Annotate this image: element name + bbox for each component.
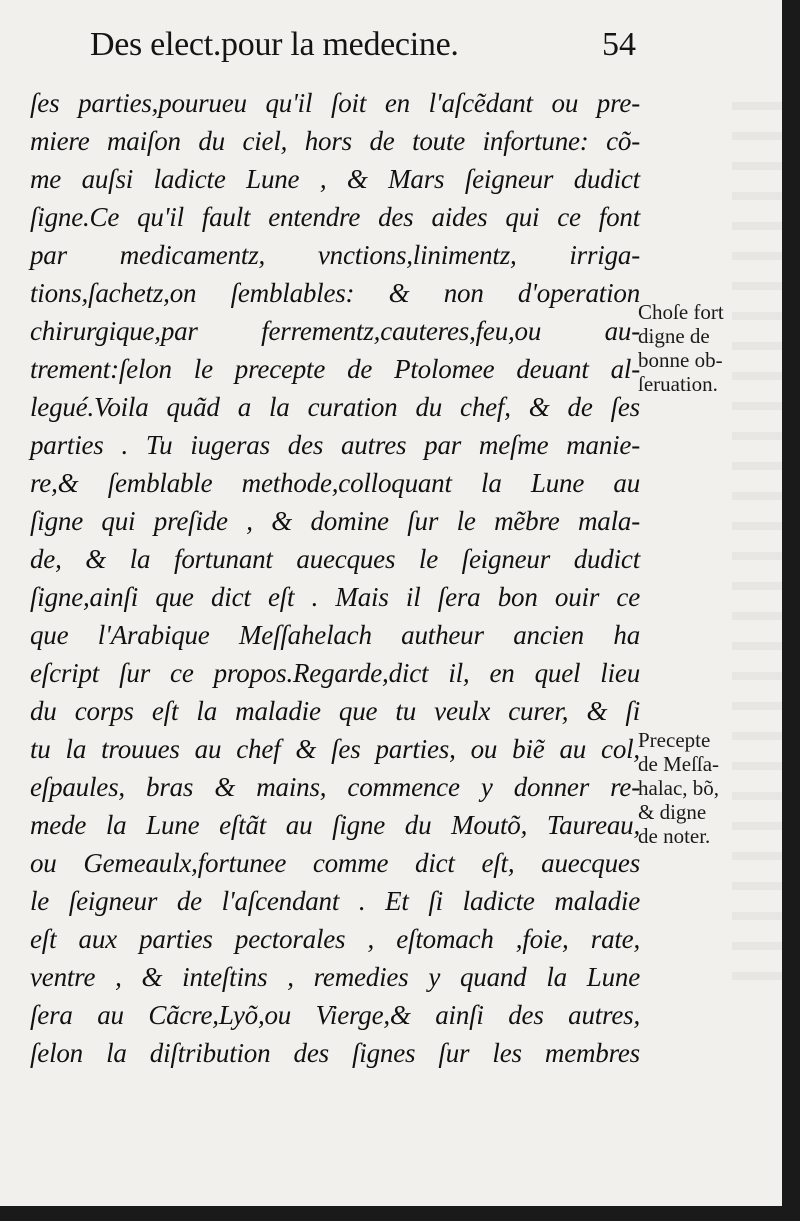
text-line: du corps eſt la maladie que tu veulx curer, & ſi: [30, 696, 640, 726]
text-line: de, & la fortunant auecques le ſeigneur dudict: [30, 544, 640, 574]
text-line: me auſsi ladicte Lune , & Mars ſeigneur dudict: [30, 164, 640, 194]
text-line: parties . Tu iugeras des autres par meſme manie-: [30, 430, 640, 460]
running-header: [90, 26, 670, 74]
margin-note-line: digne de: [638, 324, 710, 348]
text-line: le ſeigneur de l'aſcendant . Et ſi ladicte maladie: [30, 886, 640, 916]
text-line: que l'Arabique Meſſahelach autheur ancien ha: [30, 620, 640, 650]
text-line: ou Gemeaulx,fortunee comme dict eſt, auecques: [30, 848, 640, 878]
margin-note-line: de Meſſa-: [638, 752, 720, 776]
margin-note-line: de noter.: [638, 824, 711, 848]
margin-note-line: bonne ob-: [638, 348, 723, 372]
text-line: ſigne.Ce qu'il fault entendre des aides qui ce font: [30, 202, 640, 232]
text-line: par medicamentz, vnctions,linimentz, irriga-: [30, 240, 640, 270]
margin-note-line: halac, bõ,: [638, 776, 720, 800]
text-line: chirurgique,par ferrementz,cauteres,feu,ou au-: [30, 316, 640, 346]
page-number: 54: [602, 26, 636, 63]
margin-note-line: & digne: [638, 800, 707, 824]
text-line: ſelon la diſtribution des ſignes ſur les membres: [30, 1038, 640, 1068]
body-text: [30, 84, 640, 1072]
text-line: re,& ſemblable methode,colloquant la Lune au: [30, 468, 640, 498]
text-line: eſcript ſur ce propos.Regarde,dict il, en quel lieu: [30, 658, 640, 688]
text-line: mede la Lune eſtãt au ſigne du Moutõ, Taureau,: [30, 810, 640, 840]
margin-note-line: Precepte: [638, 728, 711, 752]
text-line: ſigne qui preſide , & domine ſur le mẽbre mala-: [30, 506, 640, 536]
text-line: tu la trouues au chef & ſes parties, ou biẽ au col,: [30, 734, 640, 764]
text-line: eſpaules, bras & mains, commence y donner re-: [30, 772, 640, 802]
text-line: ventre , & inteſtins , remedies y quand la Lune: [30, 962, 640, 992]
margin-note: [638, 728, 768, 848]
text-line: legué.Voila quãd a la curation du chef, & de ſes: [30, 392, 640, 422]
text-line: miere maiſon du ciel, hors de toute infortune: cõ-: [30, 126, 640, 156]
text-line: tions,ſachetz,on ſemblables: & non d'operation: [30, 278, 640, 308]
margin-note: [638, 300, 768, 396]
text-line: eſt aux parties pectorales , eſtomach ,foie, rate,: [30, 924, 640, 954]
running-title: Des elect.pour la medecine.: [90, 26, 459, 63]
text-line: ſes parties,pourueu qu'il ſoit en l'aſcẽdant ou pre-: [30, 88, 640, 118]
margin-note-line: Choſe fort: [638, 300, 724, 324]
text-line: ſigne,ainſi que dict eſt . Mais il ſera bon ouir ce: [30, 582, 640, 612]
text-line: trement:ſelon le precepte de Ptolomee deuant al-: [30, 354, 640, 384]
text-line: ſera au Cãcre,Lyõ,ou Vierge,& ainſi des autres,: [30, 1000, 640, 1030]
margin-note-line: ſeruation.: [638, 372, 718, 396]
